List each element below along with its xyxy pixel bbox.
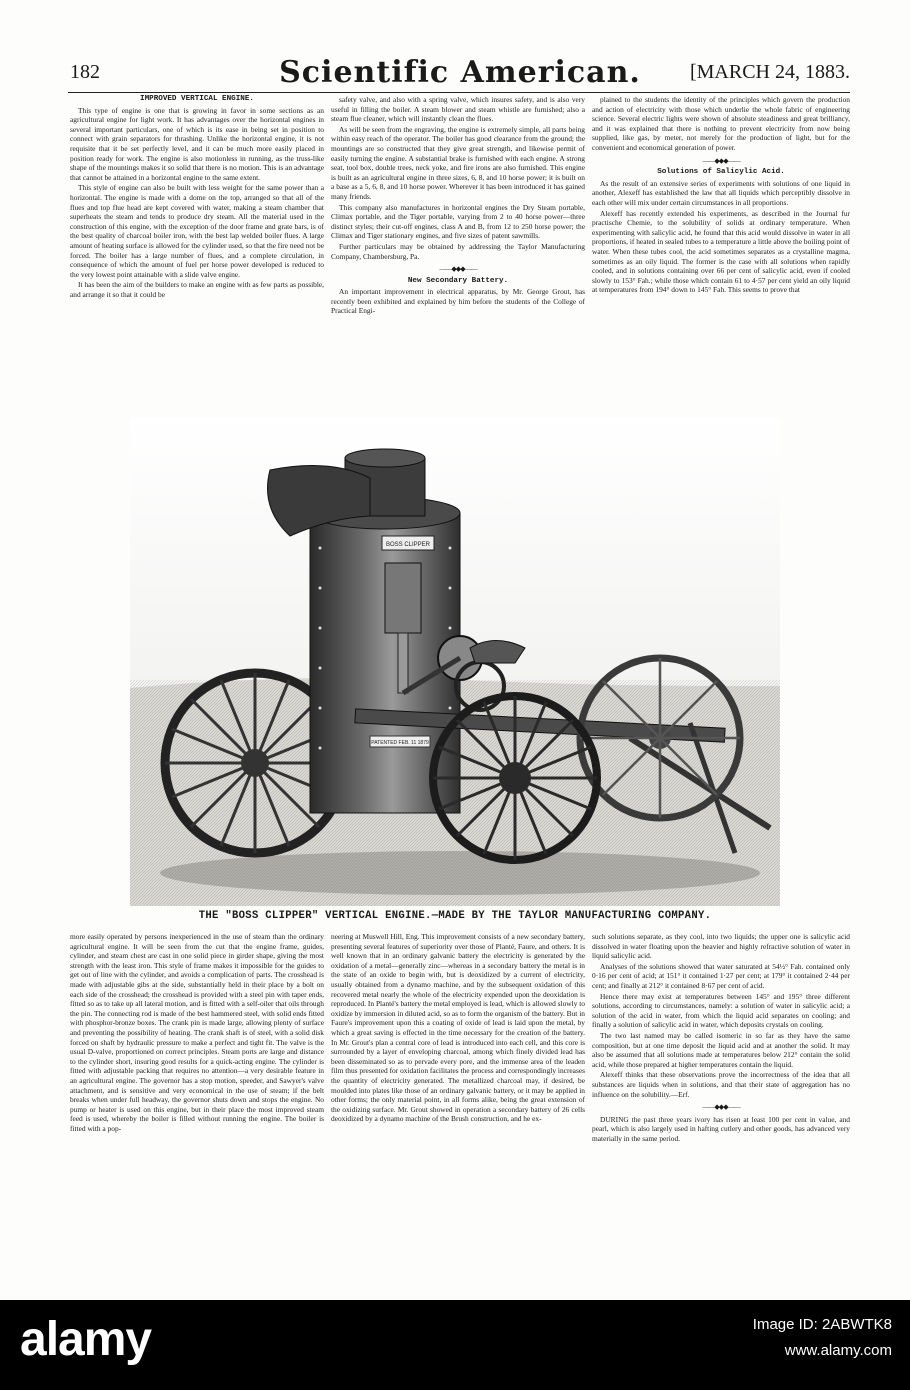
seat [470,641,525,664]
paragraph: An important improvement in electrical apparatus, by Mr. George Grout, has recently been exhibited and explained by him before the students of the College of Practical Engi- [331,287,585,316]
engine-engraving [130,418,780,906]
shadow [160,851,760,895]
paragraph: safety valve, and also with a spring valve, which insures safety, and is also very useful in filling the boiler. A steam blower and steam whistle are furnished; also a steam flue cleaner, which will instantly clean the flues. [331,95,585,124]
paragraph: This style of engine can also be built with less weight for the same power than a horizontal. The engine is made with a dome on the top, arranged so that all of the flues and top flue head are kept covered with water, making a steam chamber that superheats the steam and tends to produce dry steam. All the material used in the construction of this engine, with the exception of the door frame and grate bars, is of the best quality of charcoal boiler iron, with the best lap welded boiler flues. A large amount of heating surface is allowed for the cylinder used, so that the fire need not be forced. The boiler has a large number of flues, and a complete circulation, in consequence of which the amount of fuel per horse power developed is reduced to the very lowest point attainable with a slide valve engine. [70,183,324,279]
masthead-rule [68,92,850,93]
paragraph: DURING the past three years ivory has risen at least 100 per cent in value, and pearl, which is also largely used in hafting cutlery and other goods, has advanced very materially in the same period. [592,1114,850,1143]
ornament: ——◆◆◆—— [702,1103,740,1112]
column-1 [70,95,324,415]
column-5 [331,932,585,1278]
far-front-wheel [580,658,740,818]
ornament: ——◆◆◆—— [702,156,740,165]
paragraph: Alexeff has recently extended his experiments, as described in the Journal fur practische Chemie, to the solubility of solids at ordinary temperature. When experimenting with salicylic acid, he found that this acid would dissolve in water in all proportions, if heated in sealed tubes to a temperature a little above the boiling point of water. When these tubes cool, the acid sometimes separates as a crystalline magma, sometimes as an oily liquid. The former is the case with all solutions when rapidly cooled, and in solutions containing over 66 per cent of salicylic acid, even if cooled slowly to 153° Fah.; while those which contain 61 to 4·57 per cent yield an oily liquid at temperatures from 194° down to 145° Fah. This seems to prove that [592,208,850,295]
paragraph: Alexeff thinks that these observations prove the incorrectness of the idea that all substances are liquids when in solutions, and that their state of aggregation has no influence on the solubility.—Erf. [592,1070,850,1099]
masthead-date: [MARCH 24, 1883. [689,61,850,83]
article-heading: Solutions of Salicylic Acid. [657,168,785,177]
paragraph: As will be seen from the engraving, the engine is extremely simple, all parts being within easy reach of the operator. The boiler has good clearance from the ground; the mountings are so constructed that they give great strength, and likewise permit of easily turning the engine. A substantial brake is furnished with each engine. A strong seat, tool box, double trees, neck yoke, and fire irons are also furnished. This engine is built as an agricultural engine in three sizes, 6, 8, and 10 horse power; it is built on a base as a 5, 6, 8, and 10 horse power. Wherever it has been introduced it has gained many friends. [331,124,585,201]
masthead [70,55,850,93]
paragraph: The two last named may be called isomeric in so far as they have the same composition, but at one time deposit the liquid acid and at another the solid. It may also be assumed that all solutions made at temperatures below 212° contain the solid acid, while those prepared at higher temperatures contain the liquid. [592,1030,850,1069]
front-wheel [433,696,597,860]
masthead-title: Scientific American. [279,55,641,90]
paragraph: As the result of an extensive series of experiments with solutions of one liquid in another, Alexeff has established the law that all liquids which perceptibly dissolve in each other will mix under certain circumstances in all proportions. [592,178,850,207]
nameplate-text: BOSS CLIPPER [385,542,431,548]
article-heading: New Secondary Battery. [407,276,509,285]
page-number: 182 [70,61,100,83]
figure-caption: THE "BOSS CLIPPER" VERTICAL ENGINE.—MADE BY THE TAYLOR MANUFACTURING COMPANY. [198,910,712,922]
ornament: ——◆◆◆—— [439,265,477,274]
stock-site: www.alamy.com [784,1342,892,1359]
paragraph: This company also manufactures in horizontal engines the Dry Steam portable, Climax portable, and the Tiger portable, varying from 2 to 40 horse power—three distinct styles; their cut-off engines, class A and B, from 12 to 250 horse power; the Climax and Tiger stationary engines, and five sizes of patent sawmills. [331,202,585,241]
column-3 [592,95,850,415]
paragraph: more easily operated by persons inexperienced in the use of steam than the ordinary agricultural engine. It will be seen from the cut that the engine frame, guides, cylinder, and steam chest are cast in one solid piece in girder shape, giving the most strength with the least iron. This style of frame makes it impossible for the guides to get out of line with the cylinder, and avoids a complication of parts. The crosshead is made with adjustable gibs at the side, substantially held in their place by a bolt on each side of the crosshead; the crosshead is provided with a steel pin with taper ends, fitted so as to take up all lateral motion, and is fitted with a self-oiler that oils through the pin. The connecting rod is made of the best hammered steel, with solid ends fitted with phosphor-bronze boxes. The crank pin is made large, allowing plenty of surface and preventing the possibility of heating. The crank shaft is of steel, with a solid disk forced on shaft by hydraulic pressure to make a perfect and tight fit. The valve is the usual D-valve, proportioned on correct principles. Steam ports are large and distance to the cylinder short, insuring good results for a quick-acting engine. The cylinder is fitted with adjustable packing that requires no attention—a very desirable feature in an agricultural engine. The governor has a stop motion, speeder, and Sawyer's valve attachment, and is sensitive and very economical in the use of steam; if the belt breaks when under full headway, the governor shuts down and stops the engine. No pump or heater is used on this engine, but in their place the most improved steam feed is used, whereby the boiler is filled without running the engine. The boiler is fitted with a pop- [70,932,324,1133]
column-2 [331,95,585,415]
paragraph: neering at Muswell Hill, Eng. This improvement consists of a new secondary battery, presenting several features of superiority over those of Planté, Faure, and others. It is well known that in an ordinary galvanic battery the electricity is generated by the oxidation of a metal—generally zinc—whereas in a secondary battery the metal is in the state of an oxide to begin with, but is deoxidized by a current of electricity, usually obtained from a dynamo machine, and by the subsequent oxidation of this recovered metal nearly the whole of the electricity expended upon the deoxidation is reproduced. In Planté's battery the metal employed is lead, which is allowed slowly to oxidize by immersion in diluted acid, so as to form the organism of the battery. But in Faure's improvement upon this a coating of oxide of lead is laid upon the metal, by which a great saving is effected in the time necessary for the creation of the battery. In Mr. Grout's plan a central core of lead is introduced into each cell, and this core is surrounded by a layer of enveloping charcoal, among which finely divided lead has been disseminated so as to pervade every pore, and the immense area of the leaden film thus presented for oxidation facilitates the process and correspondingly increases the quantity of electricity generated. The metallized charcoal may, if desired, be moulded into plates like those of an ordinary galvanic battery, or it may be applied in other forms; the only material point, in all forms alike, being the great extension of the oxidizing surface. Mr. Grout showed in operation a secondary battery of 26 cells deoxidized by a dynamo machine of the Brush construction, and he ex- [331,932,585,1124]
paragraph: such solutions separate, as they cool, into two liquids; the upper one is salicylic acid dissolved in water floating upon the heavier and highly refractive solution of water in liquid salicylic acid. [592,932,850,961]
paragraph: plained to the students the identity of the principles which govern the production and action of electricity with those which underlie the whole fabric of engineering science. Several electric lights were shown of absolute steadiness and great brilliancy, and it was explained that there is nothing to prevent electricity from now being supplied, like gas, by meter, not merely for the production of light, but for the convenient and economical generation of power. [592,95,850,152]
paragraph: Hence there may exist at temperatures between 145° and 195° three different solutions, according to circumstances, namely: a solution of water in salicylic acid; a solution of the acid in water, from which the liquid acid separates on cooling; and finally a solution of salicylic acid in water, which deposits crystals on cooling. [592,991,850,1030]
paragraph: Further particulars may be obtained by addressing the Taylor Manufacturing Company, Chambersburg, Pa. [331,241,585,261]
column-4 [70,932,324,1278]
article-heading: IMPROVED VERTICAL ENGINE. [140,95,254,103]
image-id: Image ID: 2ABWTK8 [752,1316,892,1333]
paragraph: It has been the aim of the builders to make an engine with as few parts as possible, and arrange it so that it could be [70,280,324,299]
paragraph: Analyses of the solutions showed that water saturated at 54½° Fah. contained only 0·16 per cent of acid; at 151° it contained 1·27 per cent; at 179° it contained 2·44 per cent; and finally at 212° it contained 8·67 per cent of acid. [592,961,850,990]
paragraph: This type of engine is one that is growing in favor in some sections as an agricultural engine for light work. It has advantages over the horizontal engines in several important particulars, one of which is its ease in being set in position to connect with grain separators for thrashing. Unlike the horizontal engine, it is not requisite that it be set perfectly level, and it can be much more easily placed in position ready for work. The engine is also motionless in running, as the truss-like shape of the mountings makes it so solid that there is no motion. This is an advantage that cannot be attained in a horizontal engine to the same extent. [70,105,324,182]
column-6 [592,932,850,1278]
stock-info [753,1312,892,1364]
stock-logo: alamy [20,1313,152,1366]
patent-plate-text: PATENTED FEB. 11 1879 [371,740,429,746]
